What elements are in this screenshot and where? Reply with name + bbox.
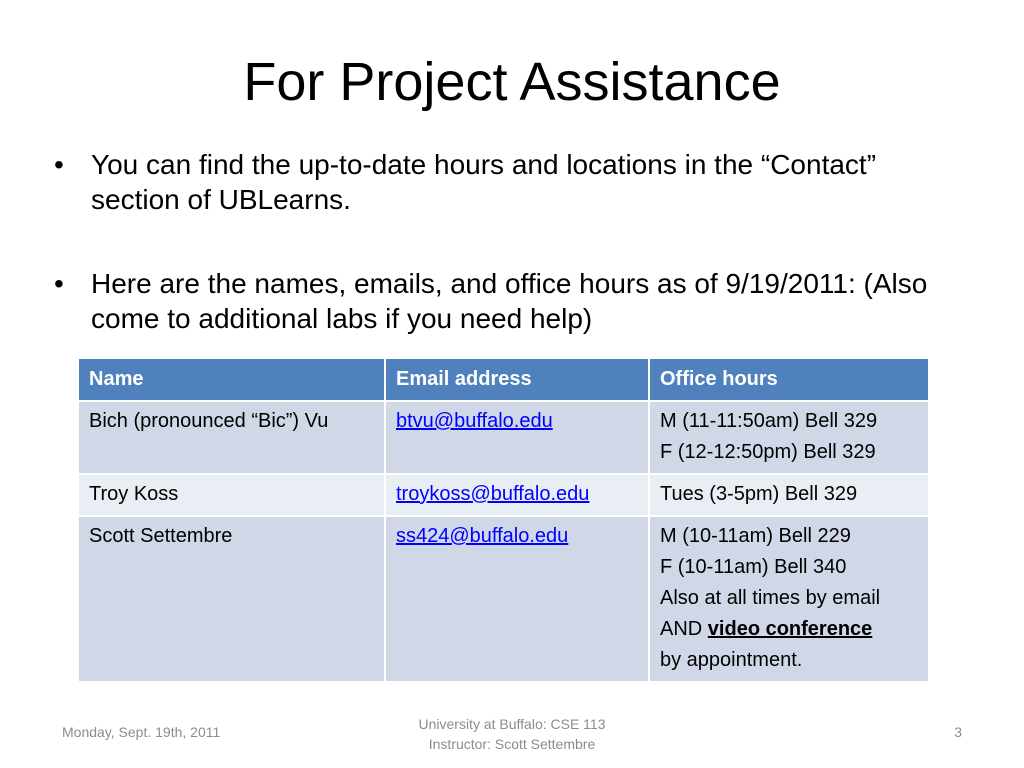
column-header-email: Email address [385,358,649,401]
office-hours-line [660,614,918,645]
name-cell: Bich (pronounced “Bic”) Vu [78,401,385,474]
office-hours-prefix: AND [660,618,708,640]
office-hours-line: Tues (3-5pm) Bell 329 [660,483,858,505]
slide-title: For Project Assistance [243,52,781,112]
office-hours-line: by appointment. [660,649,803,671]
email-link[interactable]: ss424@buffalo.edu [396,525,569,547]
email-cell [385,516,649,682]
name-cell: Troy Koss [78,474,385,516]
email-link[interactable]: troykoss@buffalo.edu [396,483,590,505]
bullet-text: Here are the names, emails, and office hours as of 9/19/2011: (Also come to additional labs if you need help) [91,268,928,334]
bullet-item [50,147,950,217]
office-hours-line: M (11-11:50am) Bell 329 [660,410,878,432]
office-hours-line: F (10-11am) Bell 340 [660,556,847,578]
office-hours-cell [649,516,929,682]
video-conference-link[interactable]: video conference [707,618,873,640]
slide-number: 3 [954,724,962,740]
column-header-office-hours: Office hours [649,358,929,401]
bullet-list [50,147,950,385]
footer-course: University at Buffalo: CSE 113 [418,716,606,732]
bullet-item [50,266,950,336]
table-row [78,516,929,682]
table-header-row [78,358,929,401]
footer-date: Monday, Sept. 19th, 2011 [62,724,221,740]
office-hours-line: M (10-11am) Bell 229 [660,525,851,547]
column-header-name: Name [78,358,385,401]
name-cell: Scott Settembre [78,516,385,682]
table-row [78,474,929,516]
office-hours-line: Also at all times by email [660,587,881,609]
table-row [78,401,929,474]
footer-instructor: Instructor: Scott Settembre [428,736,596,752]
email-cell [385,474,649,516]
office-hours-line: F (12-12:50pm) Bell 329 [660,441,876,463]
office-hours-cell [649,401,929,474]
email-cell [385,401,649,474]
bullet-icon: • [54,149,64,180]
bullet-icon: • [54,268,64,299]
footer-course-info [362,714,662,754]
office-hours-table [77,357,930,683]
email-link[interactable]: btvu@buffalo.edu [396,410,553,432]
bullet-text: You can find the up-to-date hours and locations in the “Contact” section of UBLearns. [91,149,877,215]
office-hours-cell [649,474,929,516]
